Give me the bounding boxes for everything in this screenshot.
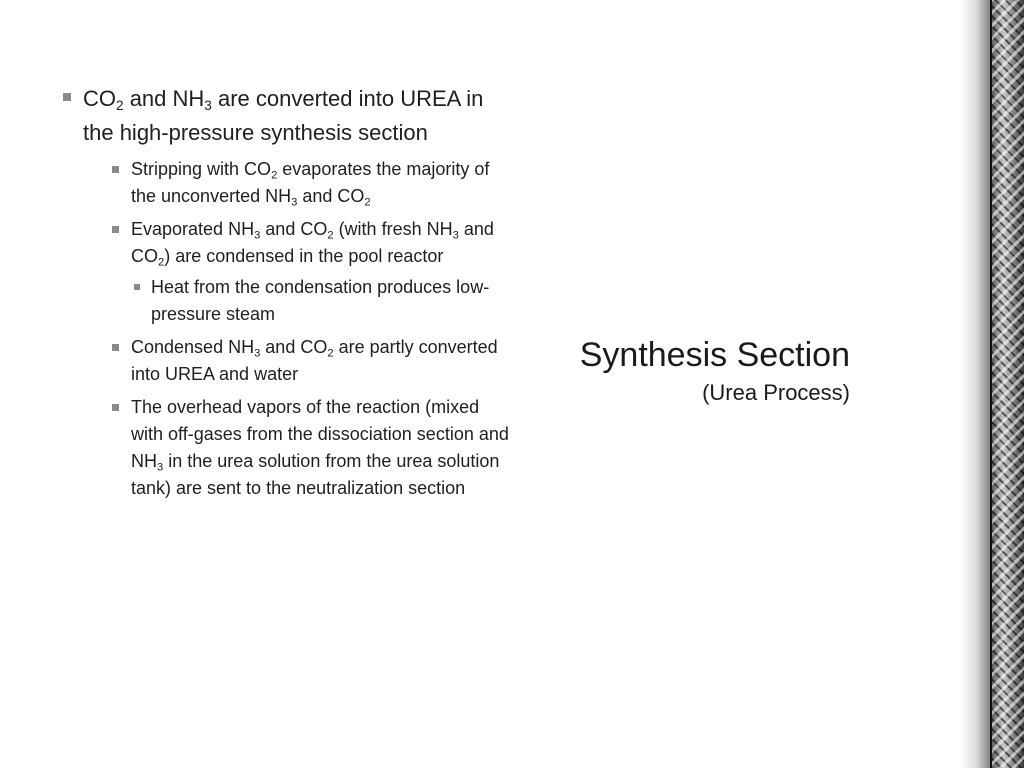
square-bullet-icon [63, 93, 71, 101]
bullet-text: The overhead vapors of the reaction (mixed with off-gases from the dissociation section and $NH_3$ in the urea solution from the urea solution tank) are sent to the neutralization section [131, 397, 509, 498]
sub-sub-bullet-list [131, 274, 510, 328]
title-block [580, 334, 850, 408]
slide-content [60, 82, 510, 508]
slide-subtitle: (Urea Process) [702, 380, 850, 405]
sub-bullet-list [106, 156, 510, 502]
bullet-list [60, 82, 510, 502]
bullet-text: Condensed $NH_3$ and $CO_2$ are partly converted into UREA and water [131, 337, 498, 384]
square-bullet-icon [112, 226, 119, 233]
decorative-edge-line [990, 0, 992, 768]
square-bullet-icon [134, 284, 140, 290]
sub-bullet-item-evaporated [106, 216, 510, 328]
square-bullet-icon [112, 404, 119, 411]
bullet-text: $CO_2$ and $NH_3$ are converted into UREA in the high-pressure synthesis section [83, 86, 484, 145]
sub-bullet-item-stripping [106, 156, 510, 210]
square-bullet-icon [112, 344, 119, 351]
bullet-item-main [60, 82, 510, 502]
bullet-text: Stripping with $CO_2$ evaporates the majority of the unconverted $NH_3$ and $CO_2$ [131, 159, 490, 209]
sub-bullet-item-condensed [106, 334, 510, 388]
slide-title: Synthesis Section [579, 336, 850, 374]
square-bullet-icon [112, 166, 119, 173]
decorative-edge-strip [990, 0, 1024, 768]
bullet-text: Evaporated $NH_3$ and $CO_2$ (with fresh $NH_3$ and $CO_2$) are condensed in the pool reactor [131, 219, 494, 269]
sub-bullet-item-overhead-vapors [106, 394, 510, 502]
bullet-text: Heat from the condensation produces low-pressure steam [151, 277, 490, 324]
sub-sub-bullet-item-heat [131, 274, 510, 328]
